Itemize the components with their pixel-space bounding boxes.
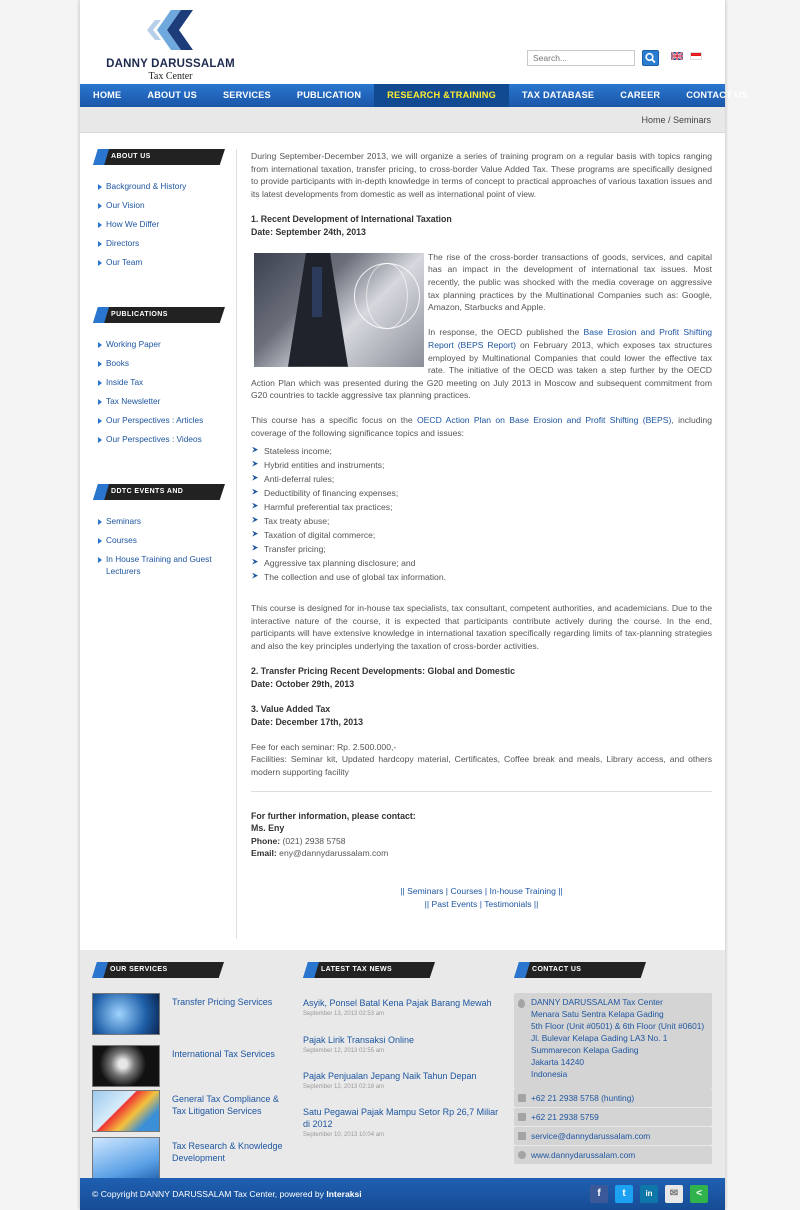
footer-services-heading	[92, 962, 224, 978]
divider	[251, 791, 712, 792]
footer-website: www.dannydarussalam.com	[531, 1150, 636, 1160]
news-item[interactable]	[303, 1106, 503, 1140]
section2-date: Date: October 29th, 2013	[251, 678, 355, 689]
service-thumb-image	[92, 993, 160, 1035]
location-pin-icon	[518, 999, 525, 1008]
flag-id-icon[interactable]	[690, 52, 702, 60]
link-past-events[interactable]: Past Events	[431, 898, 478, 909]
service-thumb-image	[92, 1137, 160, 1179]
flag-en-icon[interactable]	[671, 52, 683, 60]
contact-email-value[interactable]: eny@dannydarussalam.com	[276, 848, 389, 859]
copyright-prefix: © Copyright	[92, 1189, 140, 1199]
list-item: Anti-deferral rules;	[251, 472, 712, 486]
service-tax-research[interactable]	[92, 1137, 292, 1179]
contact-email	[251, 847, 712, 860]
list-item: Aggressive tax planning disclosure; and	[251, 556, 712, 570]
section1-p2-text-b: on February 2013, which exposes tax structures employed by Multinational Companies that could lower the effective tax rate. The initiative of the OECD was taken a step further by the OECD Action Plan which was presented during the G20 meeting on July 2013 in Moscow and subsequent commitment from G20 countries to tackle aggressive tax planning practices.	[251, 339, 712, 401]
copyright-brand: DANNY DARUSSALAM	[139, 1189, 232, 1199]
sidebar-item-inside-tax[interactable]: Inside Tax	[98, 376, 238, 388]
nav-tax-database[interactable]: TAX DATABASE	[521, 90, 595, 100]
list-item: Deductibility of financing expenses;	[251, 486, 712, 500]
sidebar-item-in-house-training[interactable]: In House Training and Guest Lecturers	[98, 553, 238, 577]
nav-services[interactable]: SERVICES	[222, 90, 271, 100]
contact-email-label: Email:	[251, 848, 277, 859]
footer-news-heading	[303, 962, 435, 978]
address-line: Indonesia	[531, 1069, 568, 1079]
sidebar-item-working-paper[interactable]: Working Paper	[98, 338, 238, 350]
news-item[interactable]	[303, 1034, 503, 1056]
sidebar-item-background[interactable]: Background & History	[98, 180, 238, 192]
list-item: Tax treaty abuse;	[251, 514, 712, 528]
linkedin-icon[interactable]: in	[640, 1185, 658, 1203]
service-general-tax-compliance[interactable]	[92, 1090, 292, 1132]
list-item: Taxation of digital commerce;	[251, 528, 712, 542]
service-label: Transfer Pricing Services	[172, 997, 273, 1007]
sidebar-about-title: ABOUT US	[111, 153, 151, 160]
service-thumb-image	[92, 1045, 160, 1087]
address-line: Summarecon Kelapa Gading	[531, 1045, 639, 1055]
address-line: Jakarta 14240	[531, 1057, 585, 1067]
sidebar-about-list	[98, 180, 238, 275]
topics-list	[251, 444, 712, 584]
news-title: Pajak Penjualan Jepang Naik Tahun Depan	[303, 1071, 477, 1081]
footer-fax: +62 21 2938 5759	[531, 1112, 599, 1122]
contact-email-row[interactable]	[514, 1127, 712, 1145]
contact-phone	[251, 835, 712, 848]
section1-title: 1. Recent Development of International Taxation	[251, 213, 452, 224]
logo-subtitle: Tax Center	[148, 71, 193, 82]
sidebar-item-how-we-differ[interactable]: How We Differ	[98, 218, 238, 230]
service-label: Tax Research & Knowledge Development	[172, 1141, 283, 1163]
contact-phone-value: (021) 2938 5758	[280, 835, 346, 846]
contact-phone-row[interactable]	[514, 1089, 712, 1107]
list-item: Stateless income;	[251, 444, 712, 458]
list-item: Hybrid entities and instruments;	[251, 458, 712, 472]
news-date: September 10, 2013 10:04 am	[303, 1132, 385, 1138]
share-icon[interactable]: <	[690, 1185, 708, 1203]
footer-contact-title: CONTACT US	[532, 966, 582, 973]
phone-icon	[518, 1094, 526, 1102]
news-title: Asyik, Ponsel Batal Kena Pajak Barang Mewah	[303, 998, 492, 1008]
section3-title: 3. Value Added Tax	[251, 704, 331, 714]
contact-address-box	[514, 993, 712, 1089]
oecd-action-plan-link[interactable]: OECD Action Plan on Base Erosion and Profit Shifting (BEPS)	[416, 415, 672, 426]
sidebar-item-perspectives-videos[interactable]: Our Perspectives : Videos	[98, 433, 238, 445]
sidebar-item-books[interactable]: Books	[98, 357, 238, 369]
service-label: General Tax Compliance & Tax Litigation Services	[172, 1094, 279, 1116]
sidebar-publications-title: PUBLICATIONS	[111, 311, 168, 318]
section1-paragraph-3	[251, 414, 712, 439]
search-button[interactable]	[642, 50, 659, 66]
sidebar-item-our-team[interactable]: Our Team	[98, 256, 238, 268]
footer-phone: +62 21 2938 5758 (hunting)	[531, 1093, 635, 1103]
contact-fax-row	[514, 1108, 712, 1126]
fax-icon	[518, 1113, 526, 1121]
logo-name: DANNY DARUSSALAM	[106, 58, 235, 70]
news-item[interactable]	[303, 997, 503, 1019]
copyright	[92, 1178, 362, 1210]
mail-icon	[518, 1132, 526, 1140]
service-transfer-pricing[interactable]	[92, 993, 292, 1035]
footer-news-title: LATEST TAX NEWS	[321, 966, 393, 973]
list-item: Transfer pricing;	[251, 542, 712, 556]
nav-contact-us[interactable]: CONTACT US	[686, 90, 748, 100]
page	[80, 0, 748, 1210]
footer	[80, 950, 725, 1178]
link-courses[interactable]: Courses	[450, 886, 483, 897]
logo[interactable]	[98, 4, 243, 80]
service-thumb-image	[92, 1090, 160, 1132]
sidebar-item-perspectives-articles[interactable]: Our Perspectives : Articles	[98, 414, 238, 426]
section1-p3-text-a: This course has a specific focus on the	[251, 415, 417, 426]
section1-p3-text-b: , including coverage of the following significance topics and issues:	[251, 415, 712, 439]
nav-about-us[interactable]: ABOUT US	[147, 90, 197, 100]
news-title: Pajak Lirik Transaksi Online	[303, 1035, 415, 1045]
nav-career[interactable]: CAREER	[620, 90, 661, 100]
globe-icon	[518, 1151, 526, 1159]
sidebar-item-directors[interactable]: Directors	[98, 237, 238, 249]
footer-contact-heading	[514, 962, 646, 978]
sidebar-item-courses[interactable]: Courses	[98, 534, 238, 546]
address-line: Jl. Bulevar Kelapa Gading LA3 No. 1	[531, 1033, 668, 1043]
main-nav	[80, 84, 748, 107]
address-line: Menara Satu Sentra Kelapa Gading	[531, 1009, 664, 1019]
mail-icon[interactable]: ✉	[665, 1185, 683, 1203]
sidebar-about-heading	[93, 149, 225, 165]
footer-email: service@dannydarussalam.com	[531, 1131, 651, 1141]
list-item: The collection and use of global tax information.	[251, 570, 712, 584]
header	[80, 0, 725, 84]
service-label: International Tax Services	[172, 1049, 275, 1059]
contact-name: Ms. Eny	[251, 823, 285, 834]
sidebar-item-seminars[interactable]: Seminars	[98, 515, 238, 527]
news-date: September 12, 2013 02:18 am	[303, 1084, 385, 1090]
event-links: || Seminars | Courses | In-house Training || || Past Events | Testimonials ||	[400, 886, 563, 909]
news-title: Satu Pegawai Pajak Mampu Setor Rp 26,7 Miliar di 2012	[303, 1107, 499, 1129]
section1-paragraph-1: The rise of the cross-border transactions of goods, services, and capital has an impact in the development of international tax issues. Most recently, the public was shocked with the media coverage on aggressive tax planning practices by the Multinational Companies such as: Google, Amazon, Starbucks and Apple.	[428, 251, 712, 313]
link-in-house-training[interactable]: In-house Training	[489, 886, 556, 897]
section1-p2-text-a: In response, the OECD published the	[428, 327, 584, 338]
contact-phone-label: Phone:	[251, 835, 281, 846]
address-line: 5th Floor (Unit #0501) & 6th Floor (Unit #0601)	[531, 1021, 705, 1031]
column-divider	[236, 149, 237, 939]
powered-by-link[interactable]: Interaksi	[326, 1189, 362, 1199]
link-testimonials[interactable]: Testimonials	[484, 898, 532, 909]
section1-paragraph-4: This course is designed for in-house tax specialists, tax consultant, competent authorities, and academicians. Due to the interactive nature of the course, it is expected that participants contribute actively during the course. In the end, participants will have extensive knowledge in international taxation specifically regarding limits of tax-planning strategies and also the key principles underlying the taxation of cross-border activities.	[251, 603, 712, 652]
link-seminars[interactable]: Seminars	[407, 886, 444, 897]
section3-date: Date: December 17th, 2013	[251, 716, 363, 727]
section1-date: Date: September 24th, 2013	[251, 226, 366, 237]
seminar-facilities: Facilities: Seminar kit, Updated hardcopy material, Certificates, Coffee break and meals, Library access, and others modern supporting facility	[251, 754, 712, 777]
intro-paragraph: During September-December 2013, we will organize a series of training program on a regular basis with topics ranging from international taxation, transfer pricing, to cross-border Value Added Tax. These programs are specifically designed to provide participants with in-depth knowledge in terms of concept to practical approaches of various taxation issues and its latest developments from domestic as well as international point of view.	[251, 151, 712, 199]
search-input[interactable]	[527, 50, 635, 66]
sidebar-item-tax-newsletter[interactable]: Tax Newsletter	[98, 395, 238, 407]
bottom-bar	[80, 1178, 725, 1210]
contact-web-row[interactable]	[514, 1146, 712, 1164]
nav-home[interactable]: HOME	[93, 90, 122, 100]
sidebar-publications-list	[98, 338, 238, 452]
facebook-icon[interactable]: f	[590, 1185, 608, 1203]
footer-services-title: OUR SERVICES	[110, 966, 168, 973]
beps-report-link[interactable]: Base Erosion and Profit Shifting Report (BEPS Report)	[428, 327, 712, 350]
contact-heading: For further information, please contact:	[251, 810, 416, 821]
contact-address	[531, 996, 704, 1080]
sidebar-item-vision[interactable]: Our Vision	[98, 199, 238, 211]
nav-research-training[interactable]: RESEARCH &TRAINING	[374, 84, 509, 107]
news-item[interactable]	[303, 1070, 503, 1092]
sidebar-events-title: DDTC EVENTS AND PROGRAMS	[111, 488, 184, 511]
twitter-icon[interactable]: t	[615, 1185, 633, 1203]
sidebar-events-heading	[93, 484, 225, 511]
nav-publication[interactable]: PUBLICATION	[296, 90, 362, 100]
breadcrumb[interactable]: Home / Seminars	[80, 107, 725, 133]
list-item: Harmful preferential tax practices;	[251, 500, 712, 514]
copyright-mid: Tax Center, powered by	[231, 1189, 327, 1199]
logo-chevron-icon	[145, 6, 199, 54]
news-date: September 12, 2013 02:55 am	[303, 1048, 385, 1054]
seminar-fee: Fee for each seminar: Rp. 2.500.000,-	[251, 741, 397, 752]
service-international-tax[interactable]	[92, 1045, 292, 1087]
sidebar-events-list	[98, 515, 238, 584]
address-line: DANNY DARUSSALAM Tax Center	[531, 997, 663, 1007]
sidebar-publications-heading	[93, 307, 225, 323]
search-icon	[643, 51, 658, 65]
main-content	[251, 150, 712, 910]
news-date: September 13, 2013 02:53 am	[303, 1011, 385, 1017]
article-image	[254, 253, 424, 367]
section2-title: 2. Transfer Pricing Recent Developments: Global and Domestic	[251, 666, 515, 677]
